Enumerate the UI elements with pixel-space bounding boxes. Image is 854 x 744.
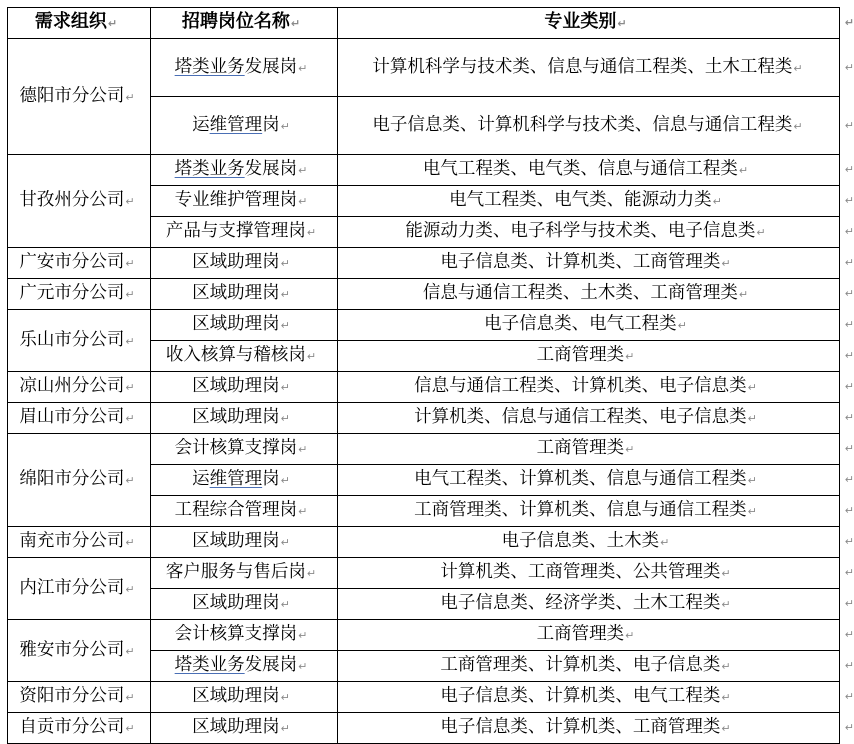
org-cell: 凉山州分公司↵	[8, 372, 151, 403]
org-cell: 德阳市分公司↵	[8, 39, 151, 155]
major-cell: 信息与通信工程类、土木类、工商管理类↵ ↵	[338, 279, 840, 310]
header-org: 需求组织↵	[8, 8, 151, 39]
major-cell: 电气工程类、计算机类、信息与通信工程类↵ ↵	[338, 465, 840, 496]
org-cell: 资阳市分公司↵	[8, 682, 151, 713]
org-cell: 内江市分公司↵	[8, 558, 151, 620]
post-cell: 塔类业务发展岗↵	[151, 651, 338, 682]
major-cell: 工商管理类↵ ↵	[338, 620, 840, 651]
major-cell: 计算机类、工商管理类、公共管理类↵ ↵	[338, 558, 840, 589]
post-cell: 客户服务与售后岗↵	[151, 558, 338, 589]
major-cell: 电气工程类、电气类、能源动力类↵ ↵	[338, 186, 840, 217]
major-cell: 电子信息类、计算机类、电气工程类↵ ↵	[338, 682, 840, 713]
major-cell: 电气工程类、电气类、信息与通信工程类↵ ↵	[338, 155, 840, 186]
recruitment-table	[7, 7, 854, 744]
post-cell: 会计核算支撑岗↵	[151, 620, 338, 651]
table-body	[8, 39, 854, 744]
table-row	[8, 155, 840, 186]
post-cell: 区域助理岗↵	[151, 248, 338, 279]
table-row	[8, 403, 840, 434]
header-major: 专业类别↵ ↵	[338, 8, 840, 39]
post-cell: 区域助理岗↵	[151, 527, 338, 558]
org-cell: 广安市分公司↵	[8, 248, 151, 279]
table-row	[8, 372, 840, 403]
org-cell: 乐山市分公司↵	[8, 310, 151, 372]
post-cell: 专业维护管理岗↵	[151, 186, 338, 217]
table-row	[8, 713, 840, 744]
post-cell: 运维管理岗↵	[151, 465, 338, 496]
post-cell: 区域助理岗↵	[151, 713, 338, 744]
major-cell: 工商管理类、计算机类、信息与通信工程类↵ ↵	[338, 496, 840, 527]
major-cell: 工商管理类↵ ↵	[338, 434, 840, 465]
table-row	[8, 310, 840, 341]
major-cell: 电子信息类、计算机类、工商管理类↵ ↵	[338, 713, 840, 744]
major-cell: 电子信息类、计算机科学与技术类、信息与通信工程类↵ ↵	[338, 97, 840, 155]
post-cell: 区域助理岗↵	[151, 372, 338, 403]
major-cell: 电子信息类、电气工程类↵ ↵	[338, 310, 840, 341]
major-cell: 计算机类、信息与通信工程类、电子信息类↵ ↵	[338, 403, 840, 434]
post-cell: 塔类业务发展岗↵	[151, 39, 338, 97]
post-cell: 产品与支撑管理岗↵	[151, 217, 338, 248]
table-row	[8, 39, 840, 97]
table-row	[8, 279, 840, 310]
table-row	[8, 558, 840, 589]
org-cell: 绵阳市分公司↵	[8, 434, 151, 527]
table-row	[8, 434, 840, 465]
table-row	[8, 682, 840, 713]
major-cell: 能源动力类、电子科学与技术类、电子信息类↵ ↵	[338, 217, 840, 248]
org-cell: 甘孜州分公司↵	[8, 155, 151, 248]
major-cell: 工商管理类、计算机类、电子信息类↵ ↵	[338, 651, 840, 682]
post-cell: 运维管理岗↵	[151, 97, 338, 155]
org-cell: 眉山市分公司↵	[8, 403, 151, 434]
table-row	[8, 620, 840, 651]
major-cell: 电子信息类、计算机类、工商管理类↵ ↵	[338, 248, 840, 279]
post-cell: 区域助理岗↵	[151, 279, 338, 310]
major-cell: 工商管理类↵ ↵	[338, 341, 840, 372]
org-cell: 自贡市分公司↵	[8, 713, 151, 744]
post-cell: 会计核算支撑岗↵	[151, 434, 338, 465]
post-cell: 区域助理岗↵	[151, 403, 338, 434]
post-cell: 塔类业务发展岗↵	[151, 155, 338, 186]
major-cell: 电子信息类、土木类↵ ↵	[338, 527, 840, 558]
post-cell: 工程综合管理岗↵	[151, 496, 338, 527]
post-cell: 区域助理岗↵	[151, 310, 338, 341]
post-cell: 区域助理岗↵	[151, 682, 338, 713]
post-cell: 收入核算与稽核岗↵	[151, 341, 338, 372]
post-cell: 区域助理岗↵	[151, 589, 338, 620]
major-cell: 信息与通信工程类、计算机类、电子信息类↵ ↵	[338, 372, 840, 403]
table-row	[8, 248, 840, 279]
header-row	[8, 8, 840, 39]
table-row	[8, 527, 840, 558]
org-cell: 广元市分公司↵	[8, 279, 151, 310]
header-post: 招聘岗位名称↵	[151, 8, 338, 39]
org-cell: 南充市分公司↵	[8, 527, 151, 558]
major-cell: 计算机科学与技术类、信息与通信工程类、土木工程类↵ ↵	[338, 39, 840, 97]
major-cell: 电子信息类、经济学类、土木工程类↵ ↵	[338, 589, 840, 620]
org-cell: 雅安市分公司↵	[8, 620, 151, 682]
